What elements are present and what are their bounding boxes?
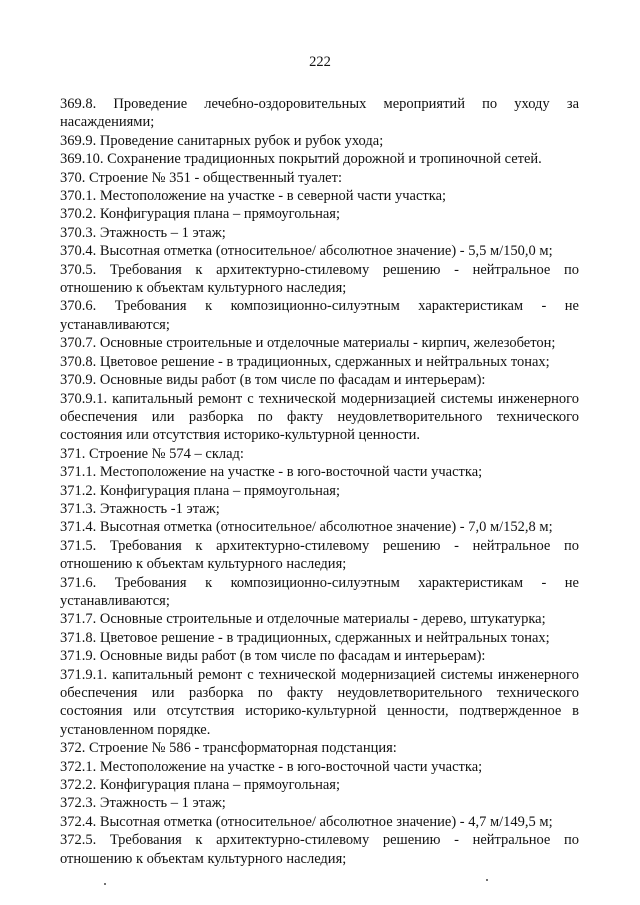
paragraph-370-9: 370.9. Основные виды работ (в том числе по фасадам и интерьерам): — [60, 372, 486, 389]
document-body — [60, 95, 579, 868]
paragraph-370-8: 370.8. Цветовое решение - в традиционных, сдержанных и нейтральных тонах; — [60, 353, 550, 370]
paragraph-369-8: 369.8. Проведение лечебно-оздоровительных мероприятий по уходу за насаждениями; — [60, 96, 579, 131]
paragraph-369-10: 369.10. Сохранение традиционных покрытий дорожной и тропиночной сетей. — [60, 151, 542, 168]
paragraph-371-3: 371.3. Этажность -1 этаж; — [60, 500, 220, 517]
paragraph-369-9: 369.9. Проведение санитарных рубок и рубок ухода; — [60, 132, 384, 149]
paragraph-371-8: 371.8. Цветовое решение - в традиционных, сдержанных и нейтральных тонах; — [60, 629, 550, 646]
paragraph-370-9-1: 370.9.1. капитальный ремонт с технической модернизацией системы инженерного обеспечения или разборка по факту неудовлетворительного технического состояния или отсутствия историко-культурной ценности. — [60, 390, 579, 444]
paragraph-371-5: 371.5. Требования к архитектурно-стилевому решению - нейтральное по отношению к объектам культурного наследия; — [60, 537, 579, 573]
paragraph-372-4: 372.4. Высотная отметка (относительное/ абсолютное значение) - 4,7 м/149,5 м; — [60, 813, 553, 830]
paragraph-371: 371. Строение № 574 – склад: — [60, 445, 244, 462]
scan-speck — [104, 883, 106, 885]
page-number: 222 — [309, 54, 331, 70]
paragraph-371-2: 371.2. Конфигурация плана – прямоугольная; — [60, 482, 341, 499]
paragraph-372: 372. Строение № 586 - трансформаторная подстанция: — [60, 740, 397, 757]
paragraph-370-5: 370.5. Требования к архитектурно-стилевому решению - нейтральное по отношению к объектам культурного наследия; — [60, 261, 579, 297]
paragraph-370: 370. Строение № 351 - общественный туалет: — [60, 169, 342, 186]
paragraph-371-9-1: 371.9.1. капитальный ремонт с технической модернизацией системы инженерного обеспечения или разборка по факту неудовлетворительного технического состояния или отсутствия историко-культурной ценности, подтвержденное в установленном порядке. — [60, 666, 579, 738]
paragraph-372-1: 372.1. Местоположение на участке - в юго-восточной части участка; — [60, 758, 483, 775]
paragraph-371-9: 371.9. Основные виды работ (в том числе по фасадам и интерьерам): — [60, 648, 486, 665]
paragraph-371-6: 371.6. Требования к композиционно-силуэтным характеристикам - не устанавливаются; — [60, 574, 579, 609]
paragraph-370-3: 370.3. Этажность – 1 этаж; — [60, 224, 226, 241]
paragraph-370-7: 370.7. Основные строительные и отделочные материалы - кирпич, железобетон; — [60, 335, 556, 352]
paragraph-372-2: 372.2. Конфигурация плана – прямоугольная; — [60, 777, 341, 794]
paragraph-370-2: 370.2. Конфигурация плана – прямоугольная; — [60, 206, 341, 223]
paragraph-370-1: 370.1. Местоположение на участке - в северной части участка; — [60, 188, 447, 205]
paragraph-372-5: 372.5. Требования к архитектурно-стилевому решению - нейтральное по отношению к объектам культурного наследия; — [60, 832, 579, 867]
paragraph-371-1: 371.1. Местоположение на участке - в юго-восточной части участка; — [60, 464, 483, 481]
scan-speck — [486, 879, 488, 881]
paragraph-370-4: 370.4. Высотная отметка (относительное/ абсолютное значение) - 5,5 м/150,0 м; — [60, 243, 553, 260]
paragraph-370-6: 370.6. Требования к композиционно-силуэтным характеристикам - не устанавливаются; — [60, 298, 579, 333]
paragraph-371-7: 371.7. Основные строительные и отделочные материалы - дерево, штукатурка; — [60, 611, 546, 628]
paragraph-372-3: 372.3. Этажность – 1 этаж; — [60, 795, 226, 812]
paragraph-371-4: 371.4. Высотная отметка (относительное/ абсолютное значение) - 7,0 м/152,8 м; — [60, 519, 553, 536]
